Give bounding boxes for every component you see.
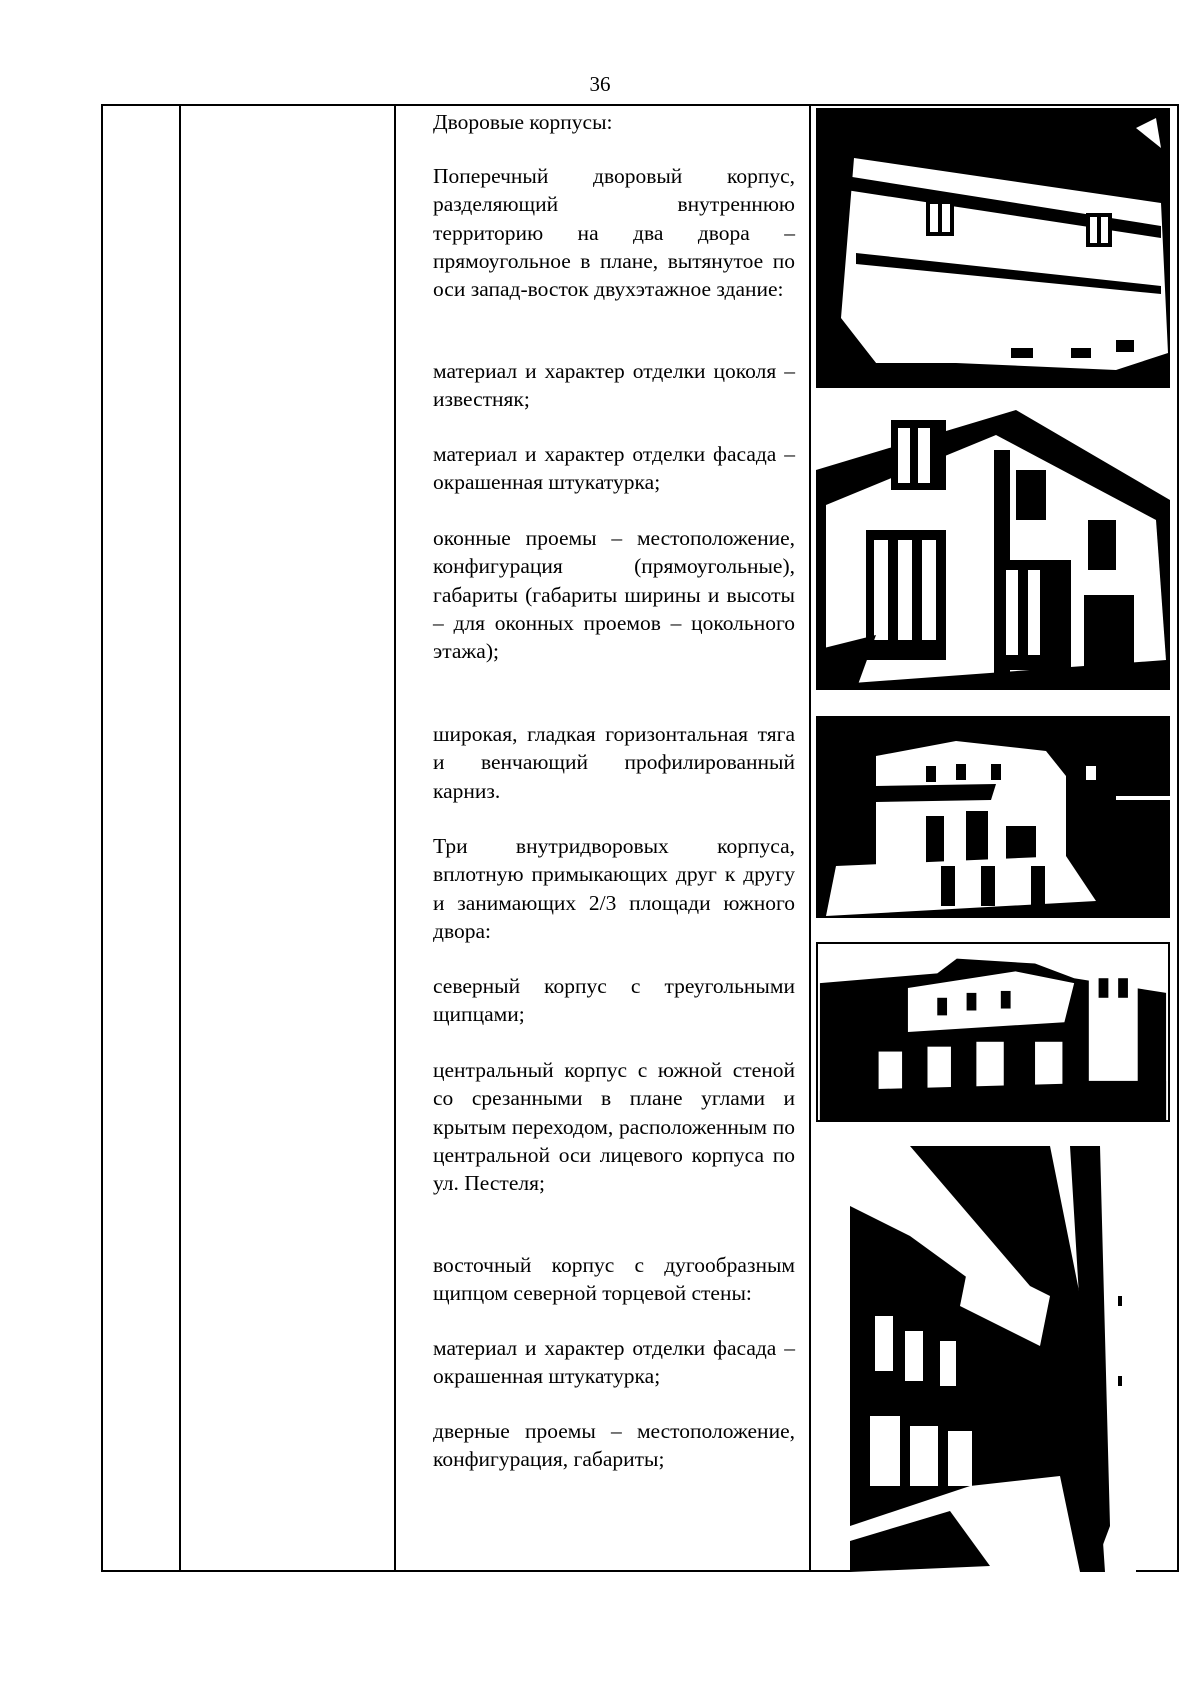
column-divider-2 — [394, 106, 396, 1570]
page-number: 36 — [589, 72, 611, 96]
paragraph-east-building: восточный корпус с дугообразным щипцом северной торцевой стены: — [433, 1253, 795, 1306]
photo-narrow-passage — [850, 1146, 1136, 1572]
paragraph-cornice: широкая, гладкая горизонтальная тяга и венчающий профилированный карниз. — [433, 722, 795, 803]
photo-facade-windows — [816, 410, 1170, 690]
photo-transverse-building — [816, 108, 1170, 388]
description-table — [101, 104, 1179, 1572]
paragraph-central-building: центральный корпус с южной стеной со срезанными в плане углами и крытым переходом, расположенным по центральной оси лицевого корпуса по ул. Пестеля; — [433, 1058, 795, 1196]
paragraph-plinth-finish: материал и характер отделки цоколя – известняк; — [433, 359, 795, 412]
photo-courtyard-colonnade — [816, 942, 1170, 1122]
paragraph-three-buildings: Три внутридворовых корпуса, вплотную примыкающих друг к другу и занимающих 2/3 площади южного двора: — [433, 834, 795, 943]
paragraph-facade-finish: материал и характер отделки фасада – окрашенная штукатурка; — [433, 442, 795, 495]
paragraph-transverse-building: Поперечный дворовый корпус, разделяющий внутреннюю территорию на два двора – прямоугольное в плане, вытянутое по оси запад-восток двухэтажное здание: — [433, 164, 795, 302]
column-divider-3 — [809, 106, 811, 1570]
paragraph-window-openings: оконные проемы – местоположение, конфигурация (прямоугольные), габариты (габариты ширины и высоты – для оконных проемов – цокольного этажа); — [433, 526, 795, 664]
photo-courtyard-arches — [816, 716, 1170, 918]
paragraph-facade-finish-2: материал и характер отделки фасада – окрашенная штукатурка; — [433, 1336, 795, 1389]
paragraph-door-openings: дверные проемы – местоположение, конфигурация, габариты; — [433, 1419, 795, 1472]
paragraph-courtyard-buildings: Дворовые корпусы: — [433, 110, 613, 134]
column-divider-1 — [179, 106, 181, 1570]
paragraph-north-building: северный корпус с треугольными щипцами; — [433, 974, 795, 1027]
